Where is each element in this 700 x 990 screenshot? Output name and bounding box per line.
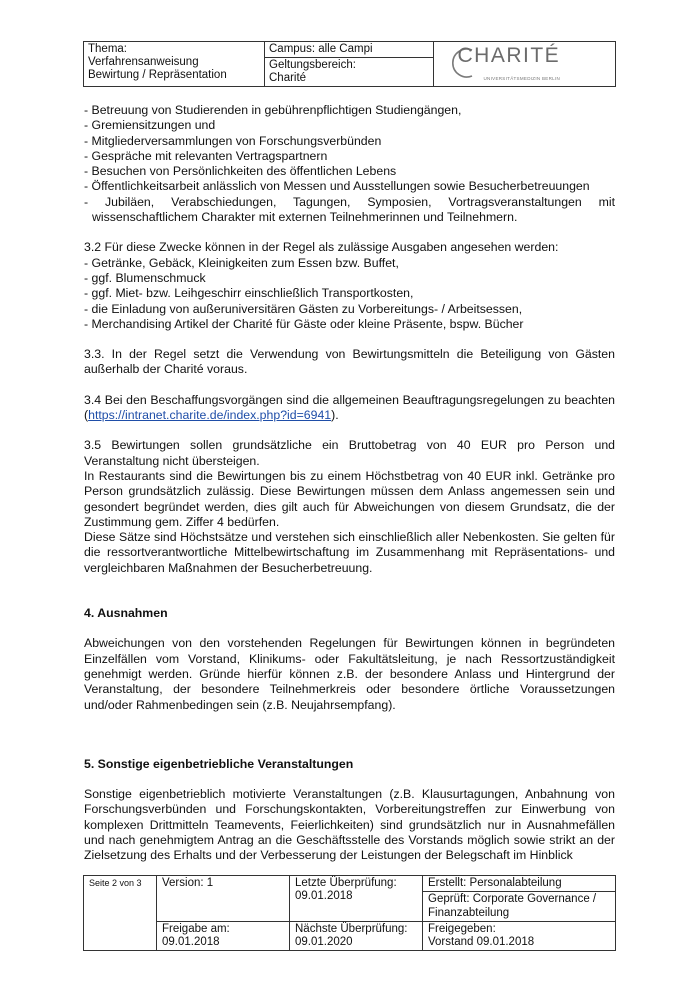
purpose-list: [84, 103, 615, 225]
next-review-cell: [290, 921, 423, 951]
thema-cell: [84, 42, 265, 87]
list-item: - Besuchen von Persönlichkeiten des öffentlichen Lebens: [84, 164, 397, 179]
section-3-5-p1: 3.5 Bewirtungen sollen grundsätzliche ein Bruttobetrag von 40 EUR pro Person und Veranstaltung nicht übersteigen.: [84, 438, 615, 468]
list-item: - Jubiläen, Verabschiedungen, Tagungen, Symposien, Vortragsveranstaltungen mit wissenschaftlichem Charakter mit externen Teilnehmerinnen und Teilnehmern.: [84, 194, 615, 225]
list-item: - Betreuung von Studierenden in gebührenpflichtigen Studiengängen,: [84, 103, 462, 117]
document-body: [84, 103, 615, 864]
section-3-2-intro: 3.2 Für diese Zwecke können in der Regel als zulässige Ausgaben angesehen werden:: [84, 240, 559, 255]
logo-cell: [434, 42, 616, 87]
approved-value: Vorstand 09.01.2018: [428, 936, 535, 949]
geltung-label: Geltungsbereich:: [269, 59, 356, 71]
next-review-label: Nächste Überprüfung:: [295, 922, 408, 935]
section-5-heading: 5. Sonstige eigenbetriebliche Veranstaltungen: [84, 756, 354, 771]
section-5-text: Sonstige eigenbetrieblich motivierte Veranstaltungen (z.B. Klausurtagungen, Anbahnung von Forschungsverbünden und Forschungskontakten, Vorbereitungstreffen zur Einwerbung von komplexen Drittmitteln Teamevents, Feierlichkeiten) sind grundsätzlich nur in Ausnahmefällen und nach genehmigtem Antrag an die Geschäftsstelle des Vorstands möglich sowie strikt an der Zielsetzung des Erhalts und der Verbesserung der Leistungen der Belegschaft im Hinblick: [84, 787, 615, 863]
section-3-4: [84, 393, 615, 424]
created-by: Erstellt: Personalabteilung: [428, 877, 562, 889]
header-table: [83, 41, 616, 87]
list-item: - die Einladung von außeruniversitären Gästen zu Vorbereitungs- / Arbeitsessen,: [84, 301, 523, 316]
approved-cell: [423, 921, 616, 951]
version-cell: [157, 876, 290, 922]
version: Version: 1: [162, 877, 214, 889]
section-3-5-p3: Diese Sätze sind Höchstsätze und verstehen sich einschließlich aller Nebenkosten. Sie gelten für die ressortverantwortliche Mittelbewirtschaftung im Zusammenhang mit Repräsentations- und vergleichbaren Maßnahmen der Besucherbetreuung.: [84, 530, 615, 575]
charite-logo: [450, 43, 600, 81]
release-date: 09.01.2018: [162, 936, 220, 949]
section-4-heading: 4. Ausnahmen: [84, 606, 168, 621]
logo-text: CHARITÉ: [457, 44, 561, 67]
section-4-text: Abweichungen von den vorstehenden Regelungen für Bewirtungen können in begründeten Einzelfällen vom Vorstand, Klinikums- oder Fakultätsleitung, je nach Ressortzuständigkeit genehmigt werden. Gründe hierfür können z.B. der besondere Anlass und Hintergrund der Veranstaltung, der besondere Teilnehmerkreis oder besondere örtliche Voraussetzungen und/oder Rahmenbedingen sein (z.B. Neujahrsempfang).: [84, 636, 615, 712]
section-3-4-text: 3.4 Bei den Beschaffungsvorgängen sind die allgemeinen Beauftragungsregelungen zu beachten (: [84, 392, 615, 423]
release-label: Freigabe am:: [162, 922, 230, 935]
geltung-cell: [265, 58, 434, 87]
last-review-label: Letzte Überprüfung:: [295, 877, 397, 889]
expense-list: [84, 256, 615, 332]
list-item: - Merchandising Artikel der Charité für Gäste oder kleine Präsente, bspw. Bücher: [84, 316, 524, 331]
list-item: - Gremiensitzungen und: [84, 118, 216, 133]
section-3-3: 3.3. In der Regel setzt die Verwendung von Bewirtungsmitteln die Beteiligung von Gästen außerhalb der Charité voraus.: [84, 347, 615, 377]
list-item: - Getränke, Gebäck, Kleinigkeiten zum Essen bzw. Buffet,: [84, 255, 399, 270]
logo-subtitle: UNIVERSITÄTSMEDIZIN BERLIN: [483, 76, 561, 81]
list-item: - Mitgliederversammlungen von Forschungsverbünden: [84, 133, 382, 148]
geltung-value: Charité: [269, 72, 307, 84]
approved-label: Freigegeben:: [428, 922, 496, 935]
footer-table: [83, 875, 616, 951]
list-item: - ggf. Miet- bzw. Leihgeschirr einschließlich Transportkosten,: [84, 286, 414, 301]
section-3-4-end: ).: [331, 408, 339, 423]
page-number-cell: [84, 876, 157, 951]
release-cell: [157, 921, 290, 951]
list-item: - Gespräche mit relevanten Vertragspartnern: [84, 148, 328, 163]
checked-by: Geprüft: Corporate Governance / Finanzabteilung: [428, 893, 597, 919]
intranet-link[interactable]: https://intranet.charite.de/index.php?id=6941: [88, 408, 332, 423]
list-item: - Öffentlichkeitsarbeit anlässlich von Messen und Ausstellungen sowie Besucherbetreuungen: [84, 179, 590, 194]
list-item: - ggf. Blumenschmuck: [84, 270, 206, 285]
last-review-cell: [290, 876, 423, 922]
campus-text: Campus: alle Campi: [269, 43, 373, 55]
thema-label: Thema:: [88, 43, 127, 55]
created-cell: [423, 876, 616, 892]
section-3-5-p2: In Restaurants sind die Bewirtungen bis zu einem Höchstbetrag von 40 EUR inkl. Getränke pro Person grundsätzlich zulässig. Diese Bewirtungen müssen dem Anlass angemessen sein und gesondert begründet werden, dies gilt auch für Abweichungen von diesem Grundsatz, die der Zustimmung gem. Ziffer 4 bedürfen.: [84, 468, 615, 529]
last-review-date: 09.01.2018: [295, 890, 353, 903]
campus-cell: [265, 42, 434, 58]
thema-line1: Verfahrensanweisung: [88, 56, 199, 68]
page-number: Seite 2 von 3: [89, 878, 142, 888]
thema-line2: Bewirtung / Repräsentation: [88, 69, 227, 81]
checked-cell: [423, 892, 616, 922]
next-review-date: 09.01.2020: [295, 936, 353, 949]
